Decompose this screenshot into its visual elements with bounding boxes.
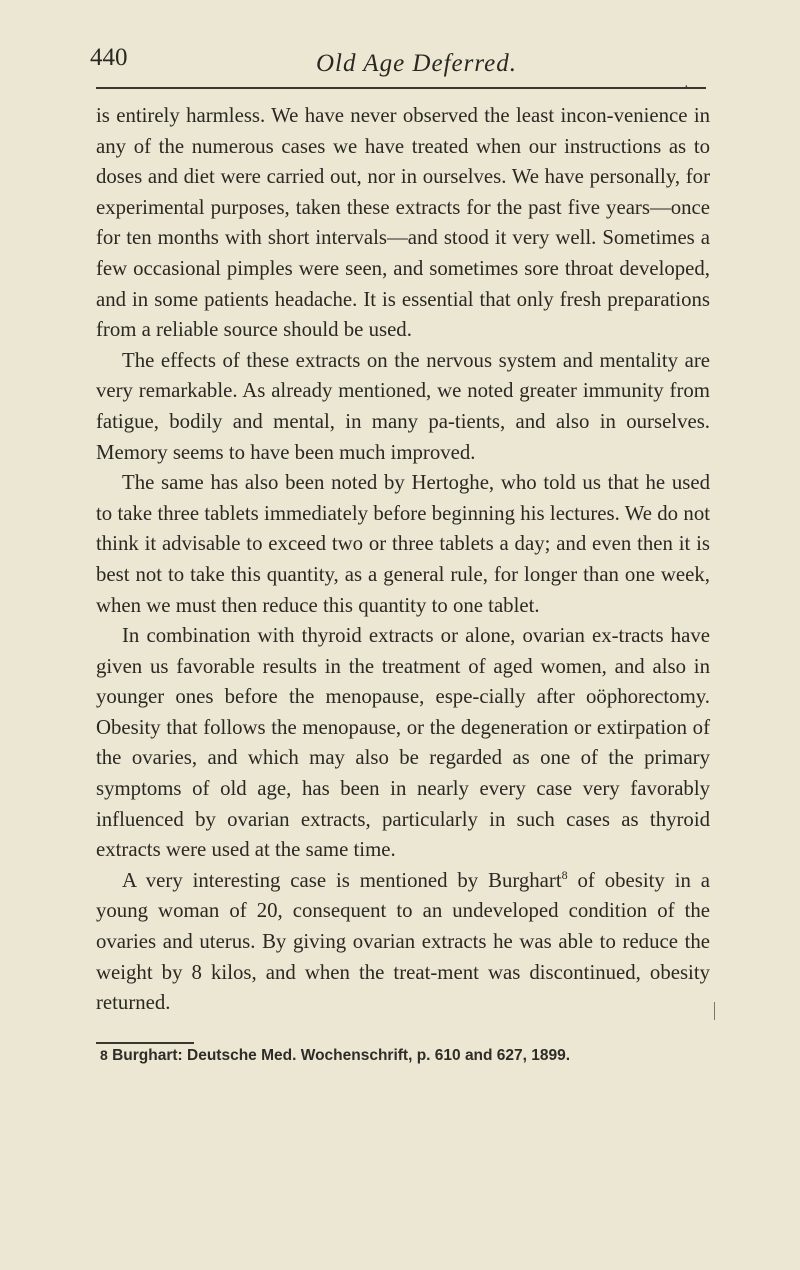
margin-mark xyxy=(714,1002,715,1020)
header-dot: · xyxy=(684,80,689,95)
running-title: Old Age Deferred. xyxy=(316,50,517,77)
page-number: 440 xyxy=(90,44,128,71)
footnote xyxy=(100,1044,720,1067)
paragraph-3: The same has also been noted by Hertoghe, who told us that he used to take three tablets immediately before beginning his lectures. We do not think it advisable to exceed two or three tablets a day; and even then it is best not to take this quantity, as a general rule, for longer than one week, when we must then reduce this quantity to one tablet. xyxy=(96,471,710,617)
paragraph-1: is entirely harmless. We have never observed the least incon-venience in any of the numerous cases we have treated when our instructions as to doses and diet were carried out, nor in ourselves. We have personally, for experimental purposes, taken these extracts for the past five years—once for ten months with short intervals—and stood it very well. Sometimes a few occasional pimples were seen, and sometimes sore throat developed, and in some patients headache. It is essential that only fresh preparations from a reliable source should be used. xyxy=(96,104,710,342)
footnote-text: Burghart: Deutsche Med. Wochenschrift, p. 610 and 627, 1899. xyxy=(112,1047,571,1064)
paragraph-2: The effects of these extracts on the nervous system and mentality are very remarkable. As already mentioned, we noted greater immunity from fatigue, bodily and mental, in many pa-tients, and also in ourselves. Memory seems to have been much improved. xyxy=(96,348,710,464)
paragraph-5-start: A very interesting case is mentioned by Burghart xyxy=(122,868,562,892)
footnote-number: 8 xyxy=(100,1047,108,1063)
paragraph-4: In combination with thyroid extracts or alone, ovarian ex-tracts have given us favorable results in the treatment of aged women, and also in younger ones before the menopause, espe-cially after oöphorectomy. Obesity that follows the menopause, or the degeneration or extirpation of the ovaries, and which may also be regarded as one of the primary symptoms of old age, has been in nearly every case very favorably influenced by ovarian extracts, particularly in such cases as thyroid extracts were used at the same time. xyxy=(96,624,710,862)
paragraph-5-end: of obesity in a young woman of 20, consequent to an undeveloped condition of the ovaries and uterus. By giving ovarian extracts he was able to reduce the weight by 8 kilos, and when the treat-ment was discontinued, obesity returned. xyxy=(96,868,710,1015)
paragraph-5 xyxy=(96,866,710,1019)
footnote-reference: 8 xyxy=(561,867,568,882)
body-text xyxy=(96,101,710,1019)
header-rule xyxy=(96,87,706,89)
